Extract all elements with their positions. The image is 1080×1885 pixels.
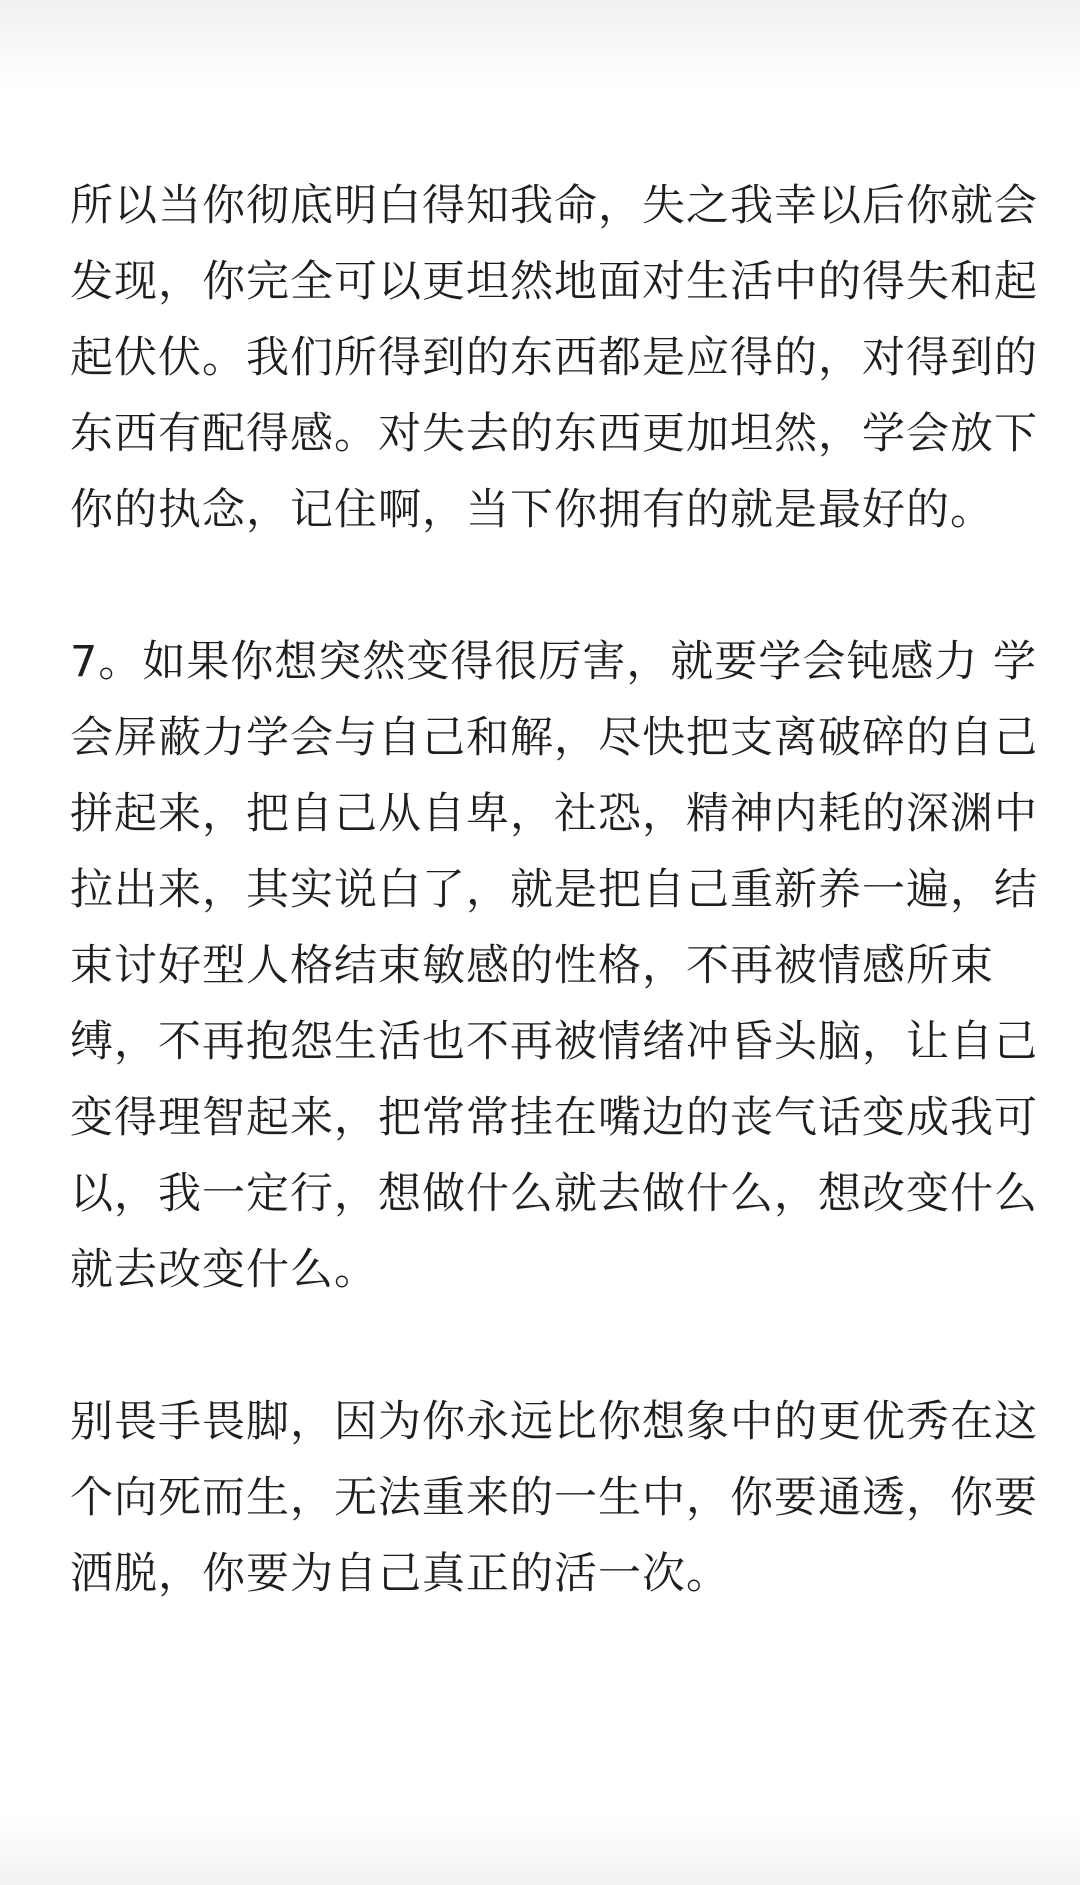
paragraph-acceptance: 所以当你彻底明白得知我命，失之我幸以后你就会发现，你完全可以更坦然地面对生活中的得失和起起伏伏。我们所得到的东西都是应得的，对得到的东西有配得感。对失去的东西更加坦然，学会放下你的执念，记住啊，当下你拥有的就是最好的。 xyxy=(70,181,1038,535)
paragraph-conclusion: 别畏手畏脚，因为你永远比你想象中的更优秀在这个向死而生，无法重来的一生中，你要通透，你要洒脱，你要为自己真正的活一次。 xyxy=(70,1397,1038,1599)
bottom-fade xyxy=(0,1815,1080,1885)
article-body xyxy=(70,168,1040,1612)
paragraph-point-7: 7。如果你想突然变得很厉害，就要学会钝感力 学会屏蔽力学会与自己和解，尽快把支离破碎的自己拼起来，把自己从自卑，社恐，精神内耗的深渊中拉出来，其实说白了，就是把自己重新养一遍，结束讨好型人格结束敏感的性格，不再被情感所束缚，不再抱怨生活也不再被情绪冲昏头脑，让自己变得理智起来，把常常挂在嘴边的丧气话变成我可以，我一定行，想做什么就去做什么，想改变什么就去改变什么。 xyxy=(70,637,1038,1295)
top-fade xyxy=(0,0,1080,90)
